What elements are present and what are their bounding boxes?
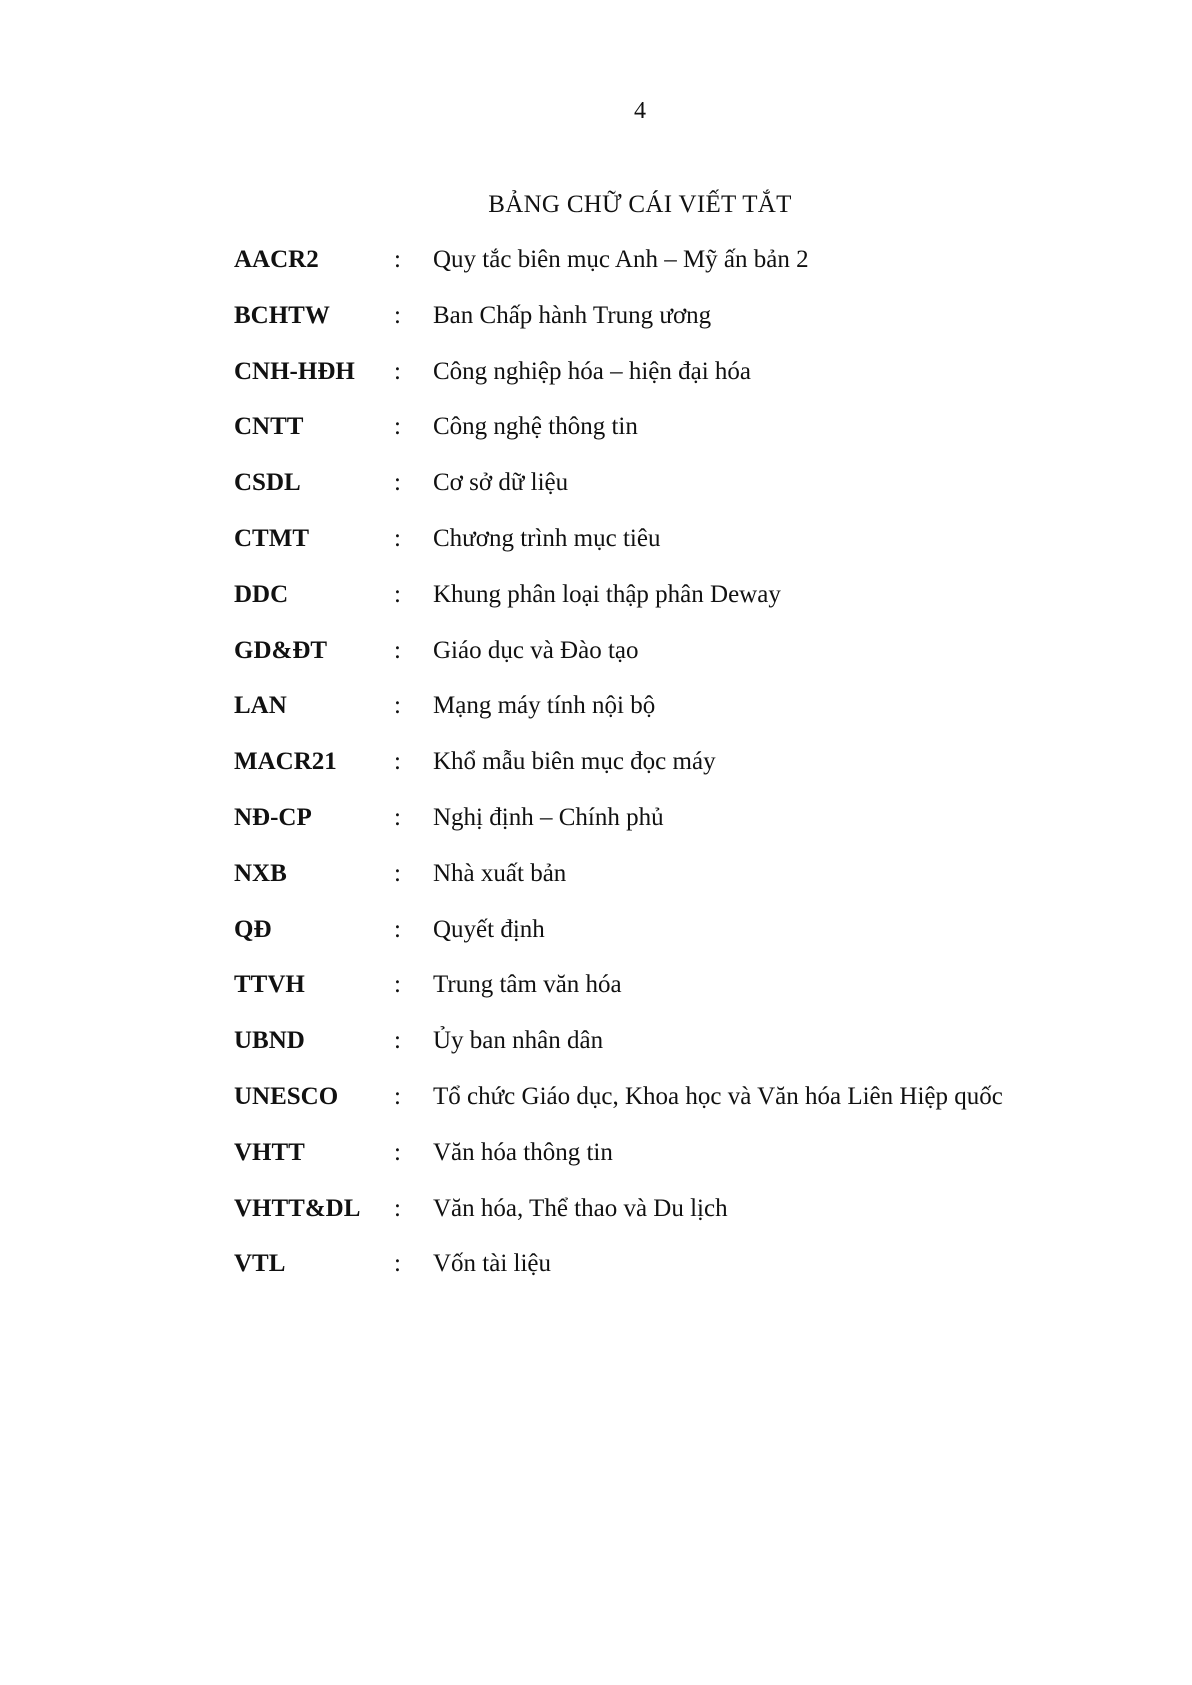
abbreviation-code: CSDL — [234, 469, 301, 497]
abbreviation-row — [234, 1250, 1134, 1306]
abbreviation-code: AACR2 — [234, 246, 319, 273]
separator-colon: : — [394, 1082, 401, 1110]
separator-colon: : — [394, 636, 401, 664]
separator-colon: : — [394, 469, 401, 497]
separator-colon: : — [394, 803, 401, 831]
page-title: BẢNG CHỮ CÁI VIẾT TẮT — [488, 191, 792, 218]
abbreviation-row — [234, 804, 1134, 860]
abbreviation-row — [234, 246, 1134, 302]
abbreviation-meaning: Tổ chức Giáo dục, Khoa học và Văn hóa Liên Hiệp quốc — [433, 1082, 1003, 1110]
separator-colon: : — [394, 413, 401, 441]
abbreviation-code: CNH-HĐH — [234, 357, 355, 385]
abbreviation-meaning: Công nghệ thông tin — [433, 413, 638, 441]
separator-colon: : — [394, 1250, 401, 1278]
abbreviation-meaning: Công nghiệp hóa – hiện đại hóa — [433, 357, 751, 385]
abbreviation-row — [234, 1027, 1134, 1083]
abbreviation-row — [234, 302, 1134, 358]
abbreviation-code: VHTT&DL — [234, 1194, 361, 1222]
abbreviation-row — [234, 637, 1134, 693]
abbreviation-meaning: Quy tắc biên mục Anh – Mỹ ấn bản 2 — [433, 246, 809, 273]
abbreviation-meaning: Ban Chấp hành Trung ương — [433, 301, 712, 329]
abbreviation-code: NĐ-CP — [234, 803, 312, 831]
abbreviation-code: VHTT — [234, 1138, 305, 1166]
separator-colon: : — [394, 524, 401, 552]
abbreviation-code: TTVH — [234, 971, 305, 999]
abbreviation-list — [234, 246, 1134, 1306]
abbreviation-code: NXB — [234, 859, 287, 887]
abbreviation-meaning: Khung phân loại thập phân Deway — [433, 580, 781, 608]
abbreviation-meaning: Ủy ban nhân dân — [433, 1027, 604, 1055]
separator-colon: : — [394, 859, 401, 887]
separator-colon: : — [394, 246, 401, 273]
abbreviation-code: GD&ĐT — [234, 636, 328, 664]
abbreviation-code: CTMT — [234, 524, 309, 552]
abbreviation-row — [234, 469, 1134, 525]
abbreviation-code: BCHTW — [234, 301, 330, 329]
separator-colon: : — [394, 1027, 401, 1055]
abbreviation-code: DDC — [234, 580, 289, 608]
abbreviation-row — [234, 581, 1134, 637]
abbreviation-meaning: Mạng máy tính nội bộ — [433, 692, 656, 720]
abbreviation-code: QĐ — [234, 915, 272, 943]
abbreviation-code: CNTT — [234, 413, 304, 441]
abbreviation-code: UBND — [234, 1027, 305, 1055]
abbreviation-row — [234, 860, 1134, 916]
separator-colon: : — [394, 1138, 401, 1166]
abbreviation-meaning: Văn hóa, Thể thao và Du lịch — [433, 1194, 728, 1222]
separator-colon: : — [394, 301, 401, 329]
abbreviation-row — [234, 358, 1134, 414]
abbreviation-row — [234, 748, 1134, 804]
abbreviation-meaning: Nghị định – Chính phủ — [433, 803, 664, 831]
abbreviation-code: LAN — [234, 692, 287, 720]
abbreviation-row — [234, 1139, 1134, 1195]
separator-colon: : — [394, 748, 401, 776]
abbreviation-meaning: Quyết định — [433, 915, 545, 943]
separator-colon: : — [394, 1194, 401, 1222]
abbreviation-row — [234, 916, 1134, 972]
abbreviation-meaning: Văn hóa thông tin — [433, 1138, 613, 1166]
separator-colon: : — [394, 357, 401, 385]
separator-colon: : — [394, 915, 401, 943]
abbreviation-meaning: Vốn tài liệu — [433, 1250, 552, 1278]
abbreviation-row — [234, 1195, 1134, 1251]
abbreviation-row — [234, 525, 1134, 581]
abbreviation-meaning: Khổ mẫu biên mục đọc máy — [433, 748, 716, 776]
separator-colon: : — [394, 692, 401, 720]
abbreviation-meaning: Cơ sở dữ liệu — [433, 469, 569, 497]
abbreviation-row — [234, 692, 1134, 748]
separator-colon: : — [394, 580, 401, 608]
abbreviation-meaning: Trung tâm văn hóa — [433, 971, 622, 999]
abbreviation-row — [234, 971, 1134, 1027]
abbreviation-code: VTL — [234, 1250, 286, 1278]
abbreviation-code: MACR21 — [234, 748, 337, 776]
page-number: 4 — [634, 98, 646, 124]
separator-colon: : — [394, 971, 401, 999]
abbreviation-row — [234, 413, 1134, 469]
abbreviation-row — [234, 1083, 1134, 1139]
abbreviation-meaning: Nhà xuất bản — [433, 859, 567, 887]
abbreviation-meaning: Giáo dục và Đào tạo — [433, 636, 639, 664]
abbreviation-code: UNESCO — [234, 1082, 339, 1110]
abbreviation-meaning: Chương trình mục tiêu — [433, 524, 661, 552]
